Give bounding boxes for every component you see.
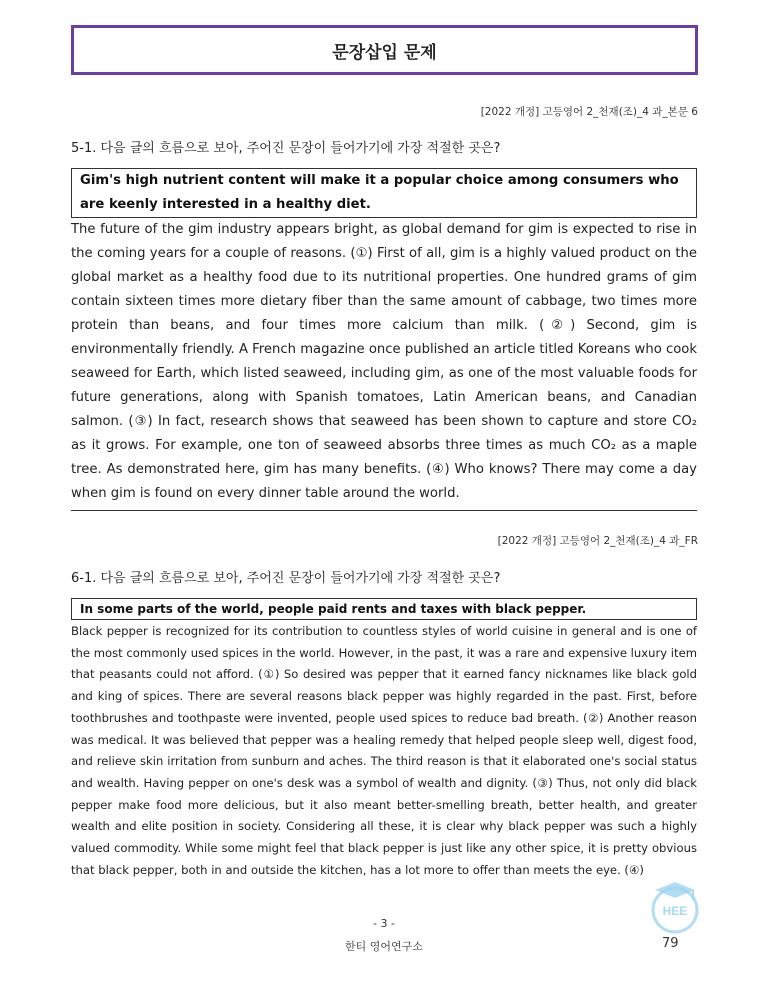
q1-source: [2022 개정] 고등영어 2_천재(조)_4 과_본문 6 <box>480 106 698 118</box>
footer-number: 79 <box>662 936 679 951</box>
page-title: 문장삽입 문제 <box>332 42 437 63</box>
footer-organization: 한티 영어연구소 <box>345 940 423 953</box>
q1-given-sentence: Gim's high nutrient content will make it a popular choice among consumers who are keenly interested in a healthy diet. <box>71 168 697 218</box>
q1-question: 5-1. 다음 글의 흐름으로 보아, 주어진 문장이 들어가기에 가장 적절한 곳은? <box>71 141 501 156</box>
q2-question: 6-1. 다음 글의 흐름으로 보아, 주어진 문장이 들어가기에 가장 적절한 곳은? <box>71 571 501 586</box>
q2-passage: Black pepper is recognized for its contribution to countless styles of world cuisine in general and is one of the most commonly used spices in the world. However, in the past, it was a rare and expensive luxury item that peasants could not afford. (①) So desired was pepper that it earned fancy nicknames like black gold and king of spices. There are several reasons black pepper was highly regarded in the past. First, before toothbrushes and toothpaste were invented, people used spices to reduce bad breath. (②) Another reason was medical. It was believed that pepper was a healing remedy that helped people sleep well, digest food, and relieve skin irritation from sunburn and aches. The third reason is that it elaborated one's social status and wealth. Having pepper on one's desk was a symbol of wealth and dignity. (③) Thus, not only did black pepper make food more delicious, but it also meant better-smelling breath, better health, and greater wealth and elite position in society. Considering all these, it is clear why black pepper was such a highly valued commodity. While some might feel that black pepper is just like any other spice, it is pretty obvious that black pepper, both in and outside the kitchen, has a lot more to offer than meets the eye. (④) <box>71 624 697 877</box>
hee-logo-icon <box>645 876 705 936</box>
q2-given-sentence: In some parts of the world, people paid rents and taxes with black pepper. <box>71 598 697 620</box>
page-number: - 3 - <box>373 917 395 930</box>
q1-passage: The future of the gim industry appears bright, as global demand for gim is expected to rise in the coming years for a couple of reasons. (①) First of all, gim is a highly valued product on the global market as a healthy food due to its nutritional properties. One hundred grams of gim contain sixteen times more dietary fiber than the same amount of cabbage, two times more protein than beans, and four times more calcium than milk. (②) Second, gim is environmentally friendly. A French magazine once published an article titled Koreans who cook seaweed for Earth, which listed seaweed, including gim, as one of the most valuable foods for future generations, along with Spanish tomatoes, Latin American beans, and Canadian salmon. (③) In fact, research shows that seaweed has been shown to capture and store CO₂ as it grows. For example, one ton of seaweed absorbs three times as much CO₂ as a maple tree. As demonstrated here, gim has many benefits. (④) Who knows? There may come a day when gim is found on every dinner table around the world. <box>71 222 697 501</box>
title-box <box>71 25 698 75</box>
logo-text: HEE <box>662 904 688 918</box>
q2-source: [2022 개정] 고등영어 2_천재(조)_4 과_FR <box>497 535 698 547</box>
section-divider <box>71 510 697 511</box>
